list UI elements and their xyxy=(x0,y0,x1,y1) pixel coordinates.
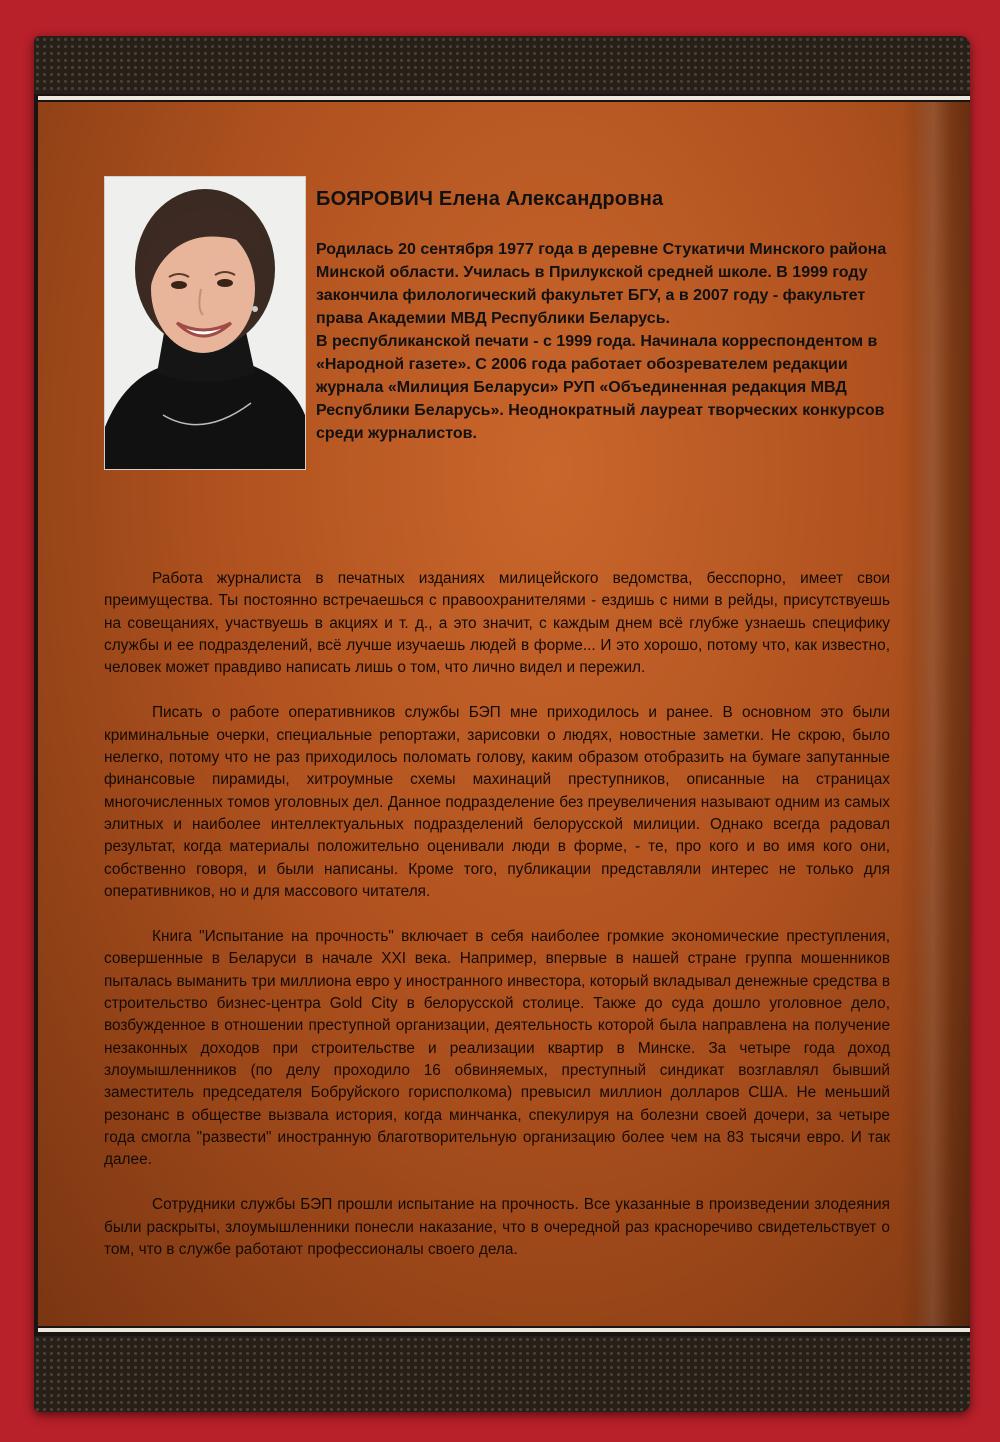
book-back-cover xyxy=(34,36,970,1412)
paragraph: Работа журналиста в печатных изданиях милицейского ведомства, бесспорно, имеет свои преимущества. Ты постоянно встречаешься с правоохранителями - ездишь с ними в рейды, присутствуешь на совещаниях, участвуешь в акциях и т. д., а это значит, с каждым днем всё глубже узнаешь специфику службы и ее подразделений, всё лучше изучаешь людей в форме... И это хорошо, потому что, как известно, человек может правдиво написать лишь о том, что лично видел и пережил. xyxy=(104,570,890,677)
bio-paragraph-education: Родилась 20 сентября 1977 года в деревне Стукатичи Минского района Минской области. Училась в Прилукской средней школе. В 1999 году закончила филологический факультет БГУ, а в 2007 году - факультет права Академии МВД Республики Беларусь. xyxy=(316,241,887,327)
annotation-text xyxy=(104,568,890,1284)
bio-paragraph-career: В республиканской печати - с 1999 года. Начинала корреспондентом в «Народной газете». С 2006 года работает обозревателем редакции журнала «Милиция Беларуси» РУП «Объединенная редакция МВД Республики Беларусь». Неоднократный лауреат творческих конкурсов среди журналистов. xyxy=(316,333,885,442)
paragraph: Сотрудники службы БЭП прошли испытание на прочность. Все указанные в произведении злодеяния были раскрыты, злоумышленники понесли наказание, что в очередной раз красноречиво свидетельствует о том, что в службе работают профессионалы своего дела. xyxy=(104,1196,890,1259)
top-divider-line xyxy=(38,96,970,100)
orange-text-panel xyxy=(38,102,970,1326)
top-dotted-band xyxy=(34,36,970,94)
glare-highlight xyxy=(914,102,952,1326)
author-bio xyxy=(316,238,896,445)
paragraph: Книга "Испытание на прочность" включает в себя наиболее громкие экономические преступления, совершенные в Беларуси в начале XXI века. Например, впервые в нашей стране группа мошенников пыталась выманить три миллиона евро у иностранного инвестора, который вкладывал денежные средства в строительство бизнес-центра Gold City в белорусской столице. Также до суда дошло уголовное дело, возбужденное в отношении преступной организации, деятельность которой была направлена на получение незаконных доходов при строительстве и реализации квартир в Минске. За четыре года доход злоумышленников (по делу проходило 16 обвиняемых, преступный синдикат возглавлял бывший заместитель председателя Бобруйского горисполкома) превысил миллион долларов США. Не меньший резонанс в обществе вызвала история, когда минчанка, спекулируя на болезни своей дочери, за четыре года смогла "развести" иностранную благотворительную организацию более чем на 83 тысячи евро. И так далее. xyxy=(104,928,890,1169)
spine-shadow xyxy=(900,102,970,1326)
paragraph: Писать о работе оперативников службы БЭП мне приходилось и ранее. В основном это были криминальные очерки, специальные репортажи, зарисовки о людях, новостные заметки. Не скрою, было нелегко, потому что не раз приходилось поломать голову, каким образом отобразить на бумаге запутанные финансовые пирамиды, хитроумные схемы махинаций преступников, описанные на страницах многочисленных томов уголовных дел. Данное подразделение без преувеличения называют одним из самых элитных и наиболее интеллектуальных подразделений белорусской милиции. Однако всегда радовал результат, когда материалы положительно оценивали люди в форме, - те, про кого и во имя кого они, собственно говоря, и были написаны. Кроме того, публикации представляли интерес не только для оперативников, но и для массового читателя. xyxy=(104,704,890,900)
author-name: БОЯРОВИЧ Елена Александровна xyxy=(316,188,664,210)
author-photo xyxy=(104,176,306,470)
bottom-divider-line xyxy=(38,1328,970,1332)
bottom-dotted-band xyxy=(34,1336,970,1412)
